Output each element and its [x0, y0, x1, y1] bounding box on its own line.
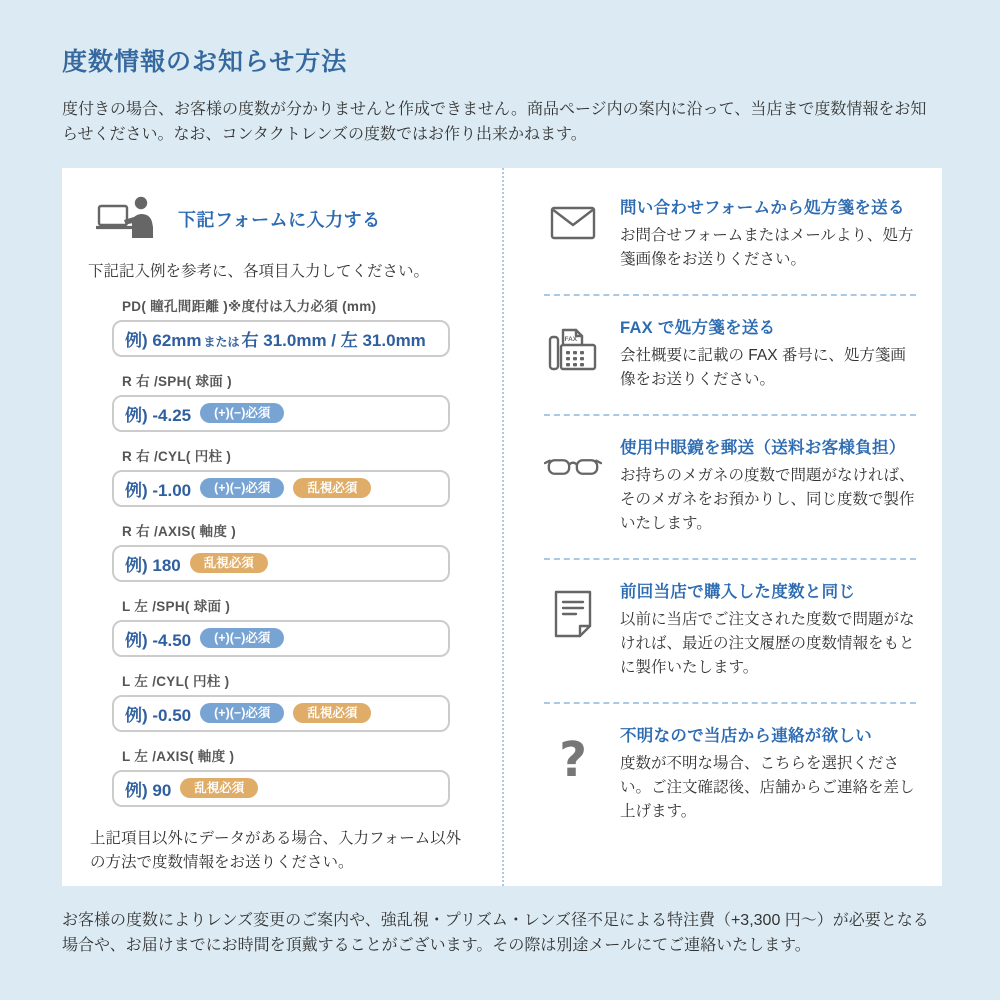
field-label: L 左 /AXIS( 軸度 ): [122, 748, 235, 764]
method-heading: 不明なので当店から連絡が欲しい: [620, 726, 872, 745]
example-text: 例) 62mm または 右 31.0mm / 左 31.0mm: [125, 330, 426, 350]
document-icon: [544, 578, 602, 680]
example-text: 例) -1.00: [125, 480, 192, 500]
example-text: 例) 180: [125, 555, 181, 575]
method-text: お問合せフォームまたはメールより、処方箋画像をお送りください。: [620, 226, 914, 268]
method-body: [620, 578, 916, 680]
example-input-box: [112, 320, 450, 357]
question-icon: ?: [559, 731, 587, 788]
method-text: お持ちのメガネの度数で問題がなければ、そのメガネをお預かりし、同じ度数で製作いたします。: [620, 466, 915, 532]
badge-astigmatism-required: 乱視必須: [293, 478, 371, 499]
field-label: L 左 /SPH( 球面 ): [122, 598, 231, 614]
intro-text: 度付きの場合、お客様の度数が分かりませんと作成できません。商品ページ内の案内に沿って、当店まで度数情報をお知らせください。なお、コンタクトレンズの度数ではお作り出来かねます。: [62, 101, 927, 143]
badge-astigmatism-required: 乱視必須: [190, 553, 268, 574]
fax-icon: [544, 314, 602, 392]
method-text: 会社概要に記載の FAX 番号に、処方箋画像をお送りください。: [620, 346, 906, 388]
method-text: 度数が不明な場合、こちらを選択ください。ご注文確認後、店舗からご連絡を差し上げます。: [620, 754, 915, 820]
method-heading: 前回当店で購入した度数と同じ: [620, 582, 856, 601]
method-text: 以前に当店でご注文された度数で問題がなければ、最近の注文履歴の度数情報をもとに製作いたします。: [620, 610, 915, 676]
form-column: [62, 168, 502, 886]
svg-text:FAX: FAX: [564, 335, 578, 343]
field-group-l-sph: [112, 595, 474, 657]
example-input-box: [112, 695, 450, 732]
example-input-box: [112, 620, 450, 657]
example-input-box: [112, 770, 450, 807]
mail-icon: [544, 194, 602, 272]
method-heading: FAX で処方箋を送る: [620, 318, 776, 337]
badge-plus-minus-required: (+)(−)必須: [200, 628, 284, 649]
methods-column: [502, 168, 942, 886]
method-heading: 問い合わせフォームから処方箋を送る: [620, 198, 905, 217]
form-instruction: 下記記入例を参考に、各項目入力してください。: [88, 262, 430, 280]
method-item-contact-form: [544, 194, 916, 294]
form-header: [96, 196, 474, 243]
field-label: R 右 /SPH( 球面 ): [122, 373, 232, 389]
field-group-r-axis: [112, 520, 474, 582]
method-item-unknown: [544, 702, 916, 846]
field-label: R 右 /CYL( 円柱 ): [122, 448, 232, 464]
form-heading: 下記フォームに入力する: [178, 210, 381, 231]
badge-plus-minus-required: (+)(−)必須: [200, 403, 284, 424]
method-body: [620, 314, 916, 392]
example-text: 例) 90: [125, 780, 172, 800]
page-title: 度数情報のお知らせ方法: [62, 48, 348, 76]
field-label: PD( 瞳孔間距離 )※度付は入力必須 (mm): [122, 298, 377, 314]
form-note: 上記項目以外にデータがある場合、入力フォーム以外の方法で度数情報をお送りください。: [90, 829, 462, 871]
badge-astigmatism-required: 乱視必須: [180, 778, 258, 799]
field-group-r-sph: [112, 370, 474, 432]
method-item-fax: [544, 294, 916, 414]
example-input-box: [112, 545, 450, 582]
form-fields: [112, 295, 474, 807]
field-group-l-axis: [112, 745, 474, 807]
badge-astigmatism-required: 乱視必須: [293, 703, 371, 724]
method-body: [620, 194, 916, 272]
method-item-mail-glasses: [544, 414, 916, 558]
method-item-previous-order: [544, 558, 916, 702]
method-heading: 使用中眼鏡を郵送（送料お客様負担）: [620, 438, 906, 457]
field-label: R 右 /AXIS( 軸度 ): [122, 523, 237, 539]
example-input-box: [112, 470, 450, 507]
field-group-r-cyl: [112, 445, 474, 507]
method-body: [620, 434, 916, 536]
field-group-pd: [112, 295, 474, 357]
example-input-box: [112, 395, 450, 432]
presenter-icon: [96, 196, 154, 243]
footer-note: お客様の度数によりレンズ変更のご案内や、強乱視・プリズム・レンズ径不足による特注費（+3,300 円～）が必要となる場合や、お届けまでにお時間を頂戴することがございます。その際は別途メールにてご連絡いたします。: [62, 911, 929, 955]
example-text: 例) -4.25: [125, 405, 192, 425]
badge-plus-minus-required: (+)(−)必須: [200, 703, 284, 724]
example-text: 例) -4.50: [125, 630, 192, 650]
example-text: 例) -0.50: [125, 705, 192, 725]
method-body: [620, 722, 916, 824]
field-label: L 左 /CYL( 円柱 ): [122, 673, 230, 689]
glasses-icon: [544, 434, 602, 536]
methods-panel: [62, 168, 942, 886]
field-group-l-cyl: [112, 670, 474, 732]
badge-plus-minus-required: (+)(−)必須: [200, 478, 284, 499]
